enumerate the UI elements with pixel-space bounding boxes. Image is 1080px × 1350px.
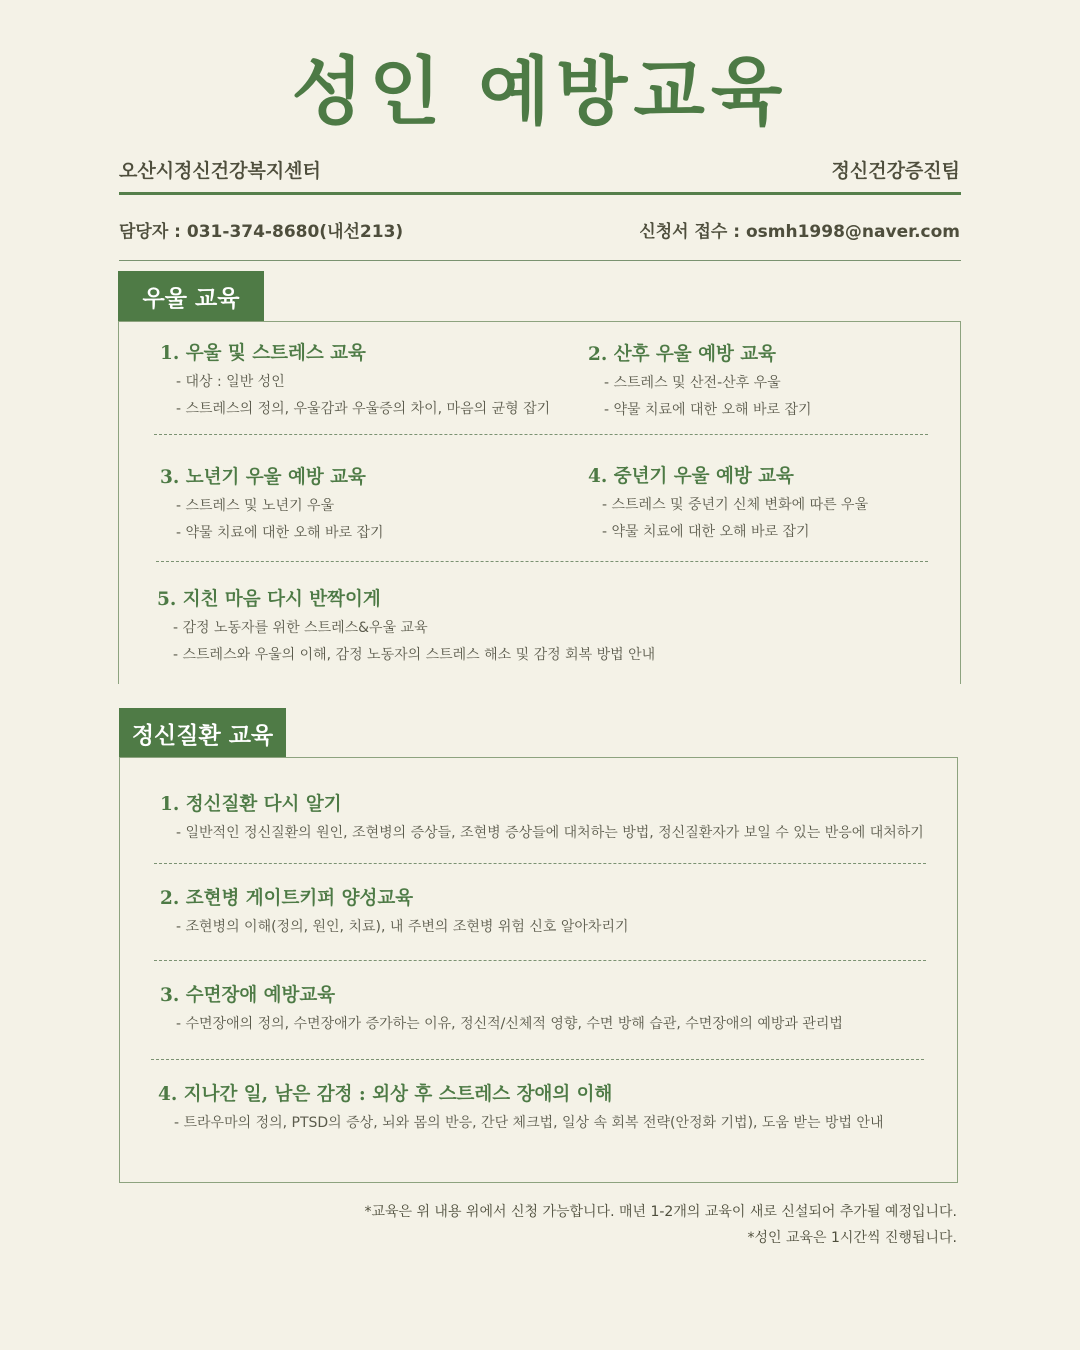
education-item: [588, 340, 812, 419]
dashed-divider: [154, 863, 926, 864]
item-description: - 조현병의 이해(정의, 원인, 치료), 내 주변의 조현병 위험 신호 알아차리기: [176, 919, 629, 935]
dashed-divider: [154, 434, 928, 435]
dashed-divider: [156, 561, 928, 562]
item-description: - 수면장애의 정의, 수면장애가 증가하는 이유, 정신적/신체적 영향, 수면 방해 습관, 수면장애의 예방과 관리법: [176, 1016, 843, 1032]
education-item: [157, 585, 655, 664]
center-name: 오산시정신건강복지센터: [119, 160, 321, 182]
item-description: - 약물 치료에 대한 오해 바로 잡기: [176, 524, 384, 541]
item-description: - 약물 치료에 대한 오해 바로 잡기: [604, 401, 812, 418]
education-item: [160, 463, 384, 542]
education-item: [160, 790, 924, 843]
application-email: 신청서 접수 : osmh1998@naver.com: [639, 222, 960, 242]
section-label-mental-illness: 정신질환 교육: [119, 708, 286, 758]
page-title: 성인 예방교육: [291, 49, 789, 135]
item-description: - 약물 치료에 대한 오해 바로 잡기: [602, 523, 810, 540]
education-item: [158, 1080, 883, 1133]
education-item: [588, 462, 868, 541]
item-title: 5. 지친 마음 다시 반짝이게: [157, 589, 381, 610]
section-label-depression: 우울 교육: [118, 271, 264, 321]
contact-divider: [119, 260, 961, 261]
item-title: 3. 노년기 우울 예방 교육: [160, 467, 366, 488]
dashed-divider: [154, 960, 926, 961]
item-description: - 스트레스 및 노년기 우울: [176, 498, 335, 514]
item-title: 2. 산후 우울 예방 교육: [588, 344, 777, 365]
footnote: *교육은 위 내용 위에서 신청 가능합니다. 매년 1-2개의 교육이 새로 신설되어 추가될 예정입니다.: [364, 1204, 957, 1220]
header-divider: [119, 192, 961, 195]
item-title: 4. 중년기 우울 예방 교육: [588, 466, 794, 487]
contact-info: 담당자 : 031-374-8680(내선213): [119, 222, 404, 242]
education-item: [160, 884, 629, 937]
dashed-divider: [151, 1059, 924, 1060]
item-description: - 일반적인 정신질환의 원인, 조현병의 증상들, 조현병 증상들에 대처하는 방법, 정신질환자가 보일 수 있는 반응에 대처하기: [176, 825, 924, 841]
item-description: - 스트레스의 정의, 우울감과 우울증의 차이, 마음의 균형 잡기: [176, 400, 551, 417]
team-name: 정신건강증진팀: [831, 160, 960, 182]
item-description: - 감정 노동자를 위한 스트레스&우울 교육: [173, 620, 428, 636]
item-description: - 스트레스와 우울의 이해, 감정 노동자의 스트레스 해소 및 감정 회복 방법 안내: [173, 646, 656, 663]
item-description: - 대상 : 일반 성인: [176, 374, 285, 390]
item-title: 4. 지나간 일, 남은 감정 : 외상 후 스트레스 장애의 이해: [158, 1084, 613, 1105]
item-title: 3. 수면장애 예방교육: [160, 985, 336, 1006]
footnote: *성인 교육은 1시간씩 진행됩니다.: [747, 1230, 957, 1246]
education-item: [160, 339, 550, 418]
item-title: 1. 우울 및 스트레스 교육: [160, 343, 366, 364]
item-description: - 스트레스 및 중년기 신체 변화에 따른 우울: [602, 497, 869, 513]
item-title: 1. 정신질환 다시 알기: [160, 794, 342, 815]
item-description: - 스트레스 및 산전-산후 우울: [604, 375, 781, 391]
education-item: [160, 981, 843, 1034]
item-title: 2. 조현병 게이트키퍼 양성교육: [160, 888, 414, 909]
item-description: - 트라우마의 정의, PTSD의 증상, 뇌와 몸의 반응, 간단 체크법, 일상 속 회복 전략(안정화 기법), 도움 받는 방법 안내: [174, 1115, 884, 1131]
